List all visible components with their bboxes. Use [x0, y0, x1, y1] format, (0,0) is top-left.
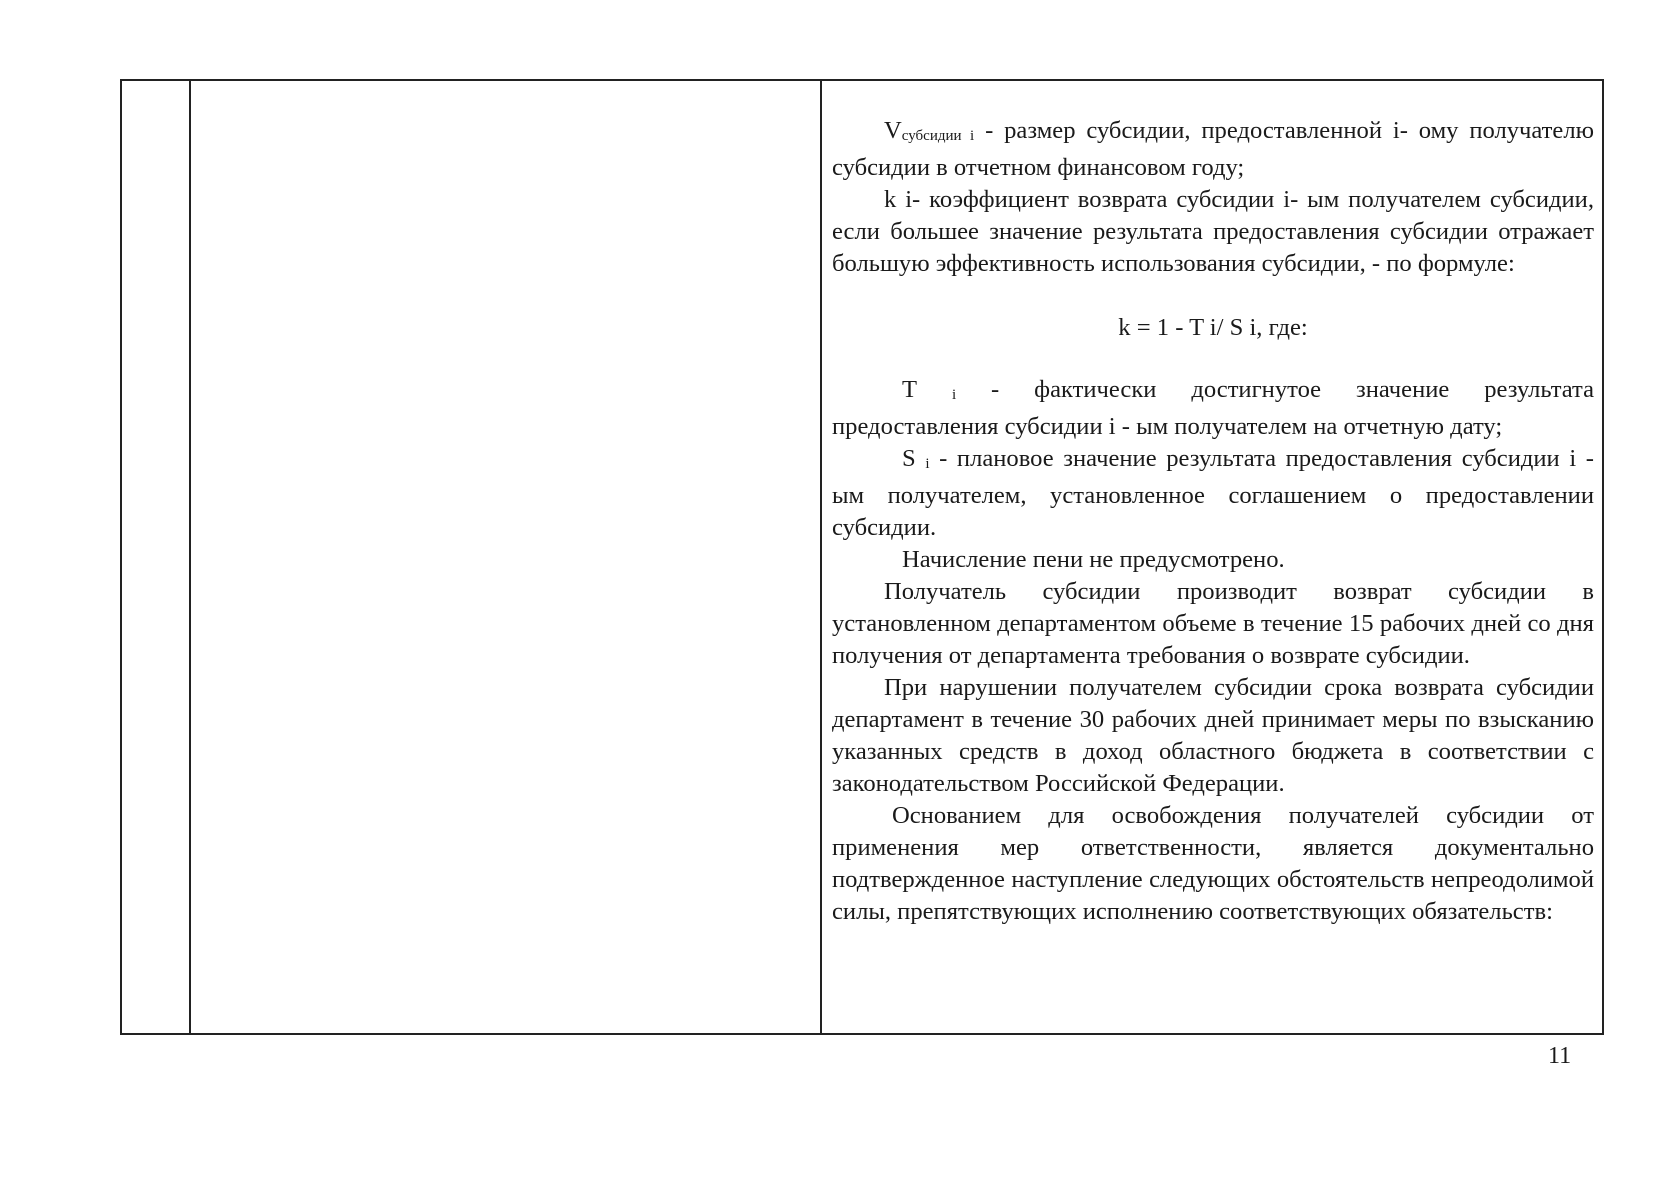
subscript-i: i: [925, 456, 930, 472]
paragraph-return-period: Получатель субсидии производит возврат субсидии в установленном департаментом объеме в течение 15 рабочих дней со дня получения от департамента требования о возврате субсидии.: [832, 578, 1594, 669]
paragraph-coefficient: k i- коэффициент возврата субсидии i- ым получателем субсидии, если большее значение результата предоставления субсидии отражает большую эффективность использования субсидии, - по формуле:: [832, 186, 1594, 277]
paragraph-subsidy-size: [832, 115, 1594, 184]
paragraph-actual-value: [832, 374, 1594, 443]
symbol-v: V: [884, 117, 902, 144]
page-number: 11: [1548, 1043, 1572, 1069]
paragraph-force-majeure: Основанием для освобождения получателей субсидии от применения мер ответственности, является документально подтвержденное наступление следующих обстоятельств непреодолимой силы, препятствующих исполнению соответствующих обязательств:: [832, 802, 1594, 925]
paragraph-planned-value: [832, 443, 1594, 544]
paragraph-violation: При нарушении получателем субсидии срока возврата субсидии департамент в течение 30 рабочих дней принимает меры по взысканию указанных средств в доход областного бюджета в соответствии с законодательством Российской Федерации.: [832, 674, 1594, 797]
paragraph-text: - фактически достигнутое значение результата предоставления субсидии i - ым получателем на отчетную дату;: [832, 376, 1594, 440]
paragraph-penalty: Начисление пени не предусмотрено.: [902, 546, 1285, 573]
text-cell: [832, 115, 1594, 928]
document-table: [120, 79, 1604, 1035]
formula: k = 1 - T i/ S i, где:: [1118, 314, 1308, 341]
paragraph-text: - размер субсидии, предоставленной i- ому получателю субсидии в отчетном финансовом году;: [832, 117, 1594, 181]
symbol-t: T: [902, 376, 918, 403]
column-divider-2: [820, 81, 822, 1033]
subscript-i: i: [951, 387, 957, 403]
symbol-s: S: [902, 445, 916, 472]
column-divider-1: [189, 81, 191, 1033]
subscript-subsidy: субсидии i: [901, 128, 975, 144]
paragraph-text: - плановое значение результата предоставления субсидии i - ым получателем, установленное соглашением о предоставлении субсидии.: [832, 445, 1594, 541]
